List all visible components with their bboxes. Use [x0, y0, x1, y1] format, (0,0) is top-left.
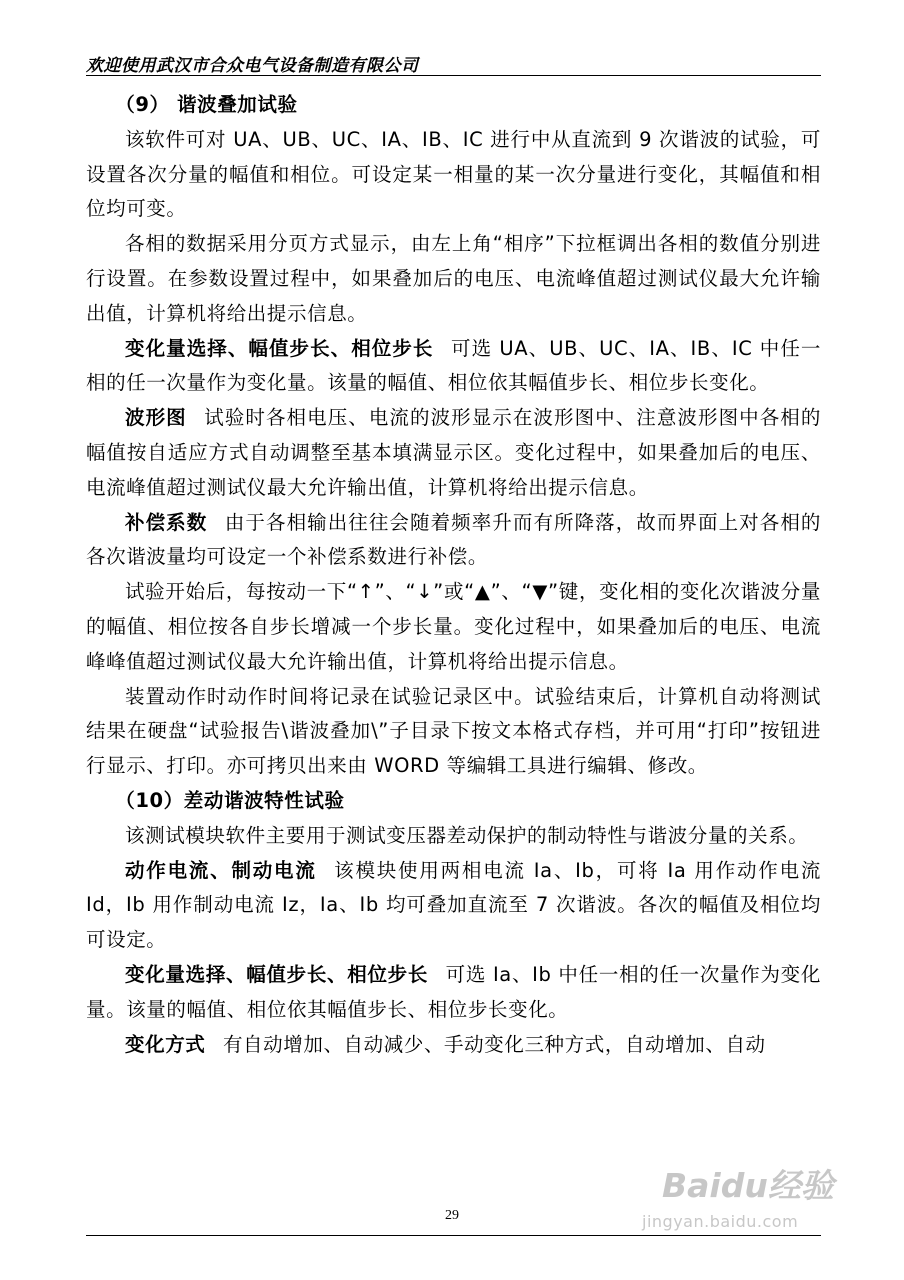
watermark [642, 1160, 872, 1260]
paragraph: 各相的数据采用分页方式显示，由左上角“相序”下拉框调出各相的数值分别进行设置。在参数设置过程中，如果叠加后的电压、电流峰值超过测试仪最大允许输出值，计算机将给出提示信息。 [86, 232, 821, 325]
paragraph [86, 401, 821, 505]
term-label: 动作电流、制动电流 [125, 858, 317, 882]
paragraph: 该测试模块软件主要用于测试变压器差动保护的制动特性与谐波分量的关系。 [125, 823, 809, 847]
term-text: 试验时各相电压、电流的波形显示在波形图中、注意波形图中各相的幅值按自适应方式自动调整至基本填满显示区。变化过程中，如果叠加后的电压、电流峰值超过测试仪最大允许输出值，计算机将给出提示信息。 [86, 406, 821, 499]
term-text: 该模块使用两相电流 Ia、Ib，可将 Ia 用作动作电流 Id，Ib 用作制动电流 Iz，Ia、Ib 均可叠加直流至 7 次谐波。各次的幅值及相位均可设定。 [86, 858, 821, 952]
term-text: 可选 UA、UB、UC、IA、IB、IC 中任一相的任一次量作为变化量。该量的幅值、相位依其幅值步长、相位步长变化。 [86, 336, 821, 395]
term-text: 有自动增加、自动减少、手动变化三种方式，自动增加、自动 [222, 1032, 766, 1056]
paragraph [86, 506, 821, 576]
term-label: 补偿系数 [125, 510, 208, 534]
paragraph: 装置动作时动作时间将记录在试验记录区中。试验结束后，计算机自动将测试结果在硬盘“试验报告\谐波叠加\”子目录下按文本格式存档，并可用“打印”按钮进行显示、打印。亦可拷贝出来由 WORD 等编辑工具进行编辑、修改。 [86, 684, 821, 778]
term-label: 变化量选择、幅值步长、相位步长 [125, 336, 434, 360]
document-body [86, 88, 821, 1062]
term-label: 变化方式 [125, 1032, 206, 1056]
paragraph [86, 332, 821, 402]
section-heading-10: （10）差动谐波特性试验 [115, 788, 345, 812]
paragraph [86, 958, 821, 1028]
watermark-url: jingyan.baidu.com [642, 1212, 799, 1231]
page-header: 欢迎使用武汉市合众电气设备制造有限公司 [86, 56, 419, 76]
page-number: 29 [445, 1208, 459, 1223]
term-label: 变化量选择、幅值步长、相位步长 [125, 962, 429, 986]
header-divider [86, 75, 821, 76]
paragraph: 试验开始后，每按动一下“↑”、“↓”或“▲”、“▼”键，变化相的变化次谐波分量的幅值、相位按各自步长增减一个步长量。变化过程中，如果叠加后的电压、电流峰峰值超过测试仪最大允许输出值，计算机将给出提示信息。 [86, 580, 821, 673]
term-label: 波形图 [125, 406, 187, 430]
section-heading-9: （9） 谐波叠加试验 [115, 93, 298, 116]
paragraph [86, 1028, 821, 1063]
paragraph [86, 854, 821, 958]
term-text: 由于各相输出往往会随着频率升而有所降落，故而界面上对各相的各次谐波量均可设定一个补偿系数进行补偿。 [86, 510, 821, 569]
watermark-logo: Baidu经验 [662, 1166, 834, 1205]
paragraph: 该软件可对 UA、UB、UC、IA、IB、IC 进行中从直流到 9 次谐波的试验，可设置各次分量的幅值和相位。可设定某一相量的某一次分量进行变化，其幅值和相位均可变。 [86, 127, 821, 221]
term-text: 可选 Ia、Ib 中任一相的任一次量作为变化量。该量的幅值、相位依其幅值步长、相位步长变化。 [86, 962, 821, 1021]
